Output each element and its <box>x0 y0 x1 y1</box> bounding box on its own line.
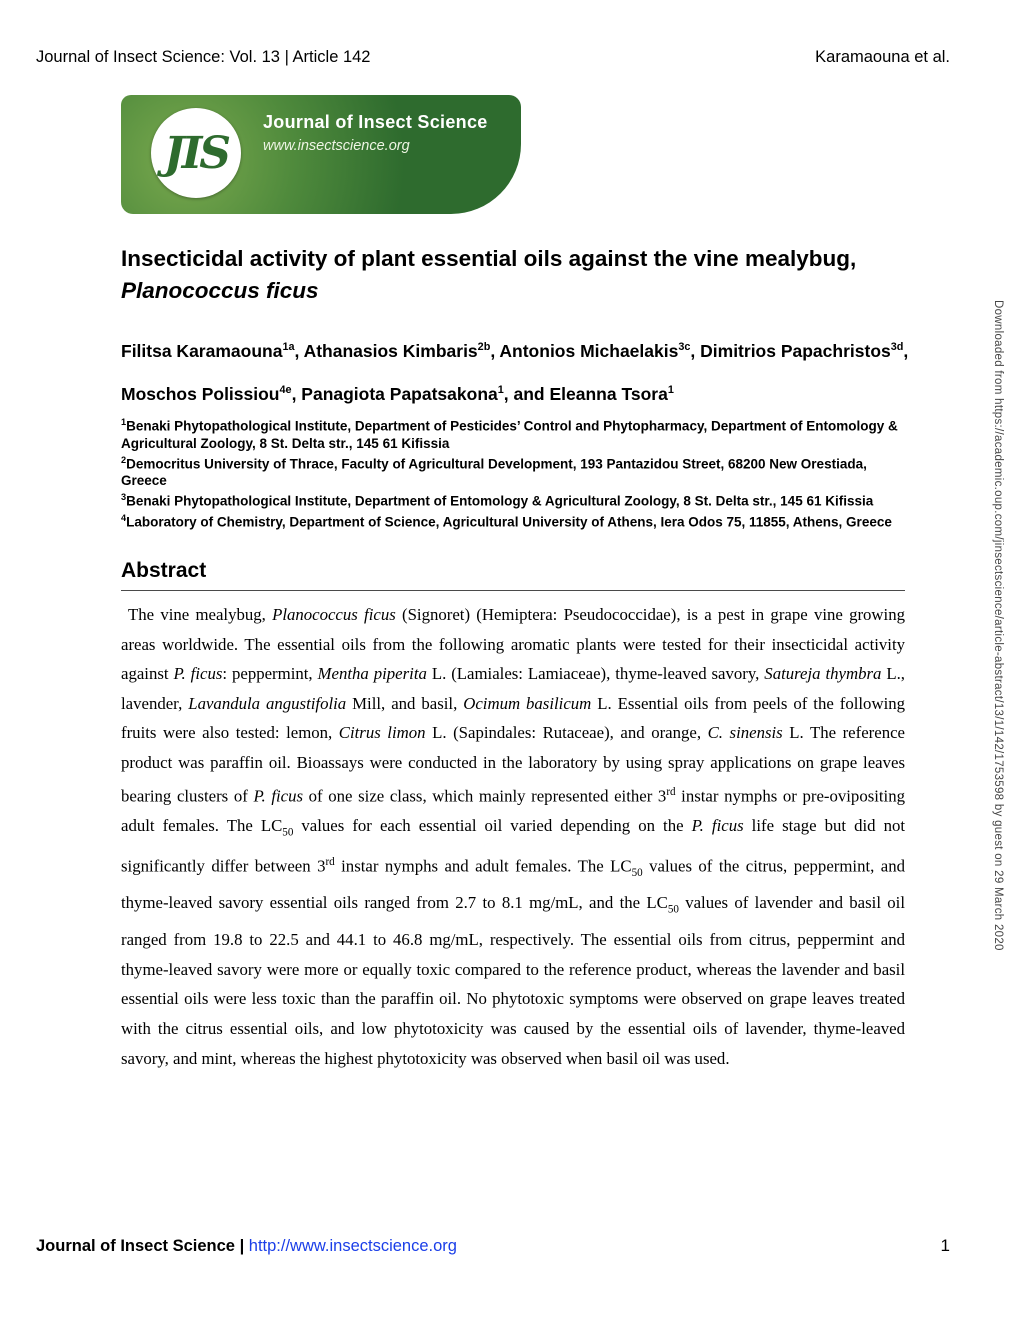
abstract-heading: Abstract <box>121 559 905 591</box>
article-authors: Filitsa Karamaouna$^{1a}$, Athanasios Kimbaris$^{2b}$, Antonios Michaelakis$^{3c}$, Dimitrios Papachristos$^{3d}$, Moschos Polissiou$^{4e}$, Panagiota Papatsakona$^1$, and Eleanna Tsora$^1$ <box>121 340 909 404</box>
affiliation-line-4: $^4$Laboratory of Chemistry, Department of Science, Agricultural University of Athens, Iera Odos 75, 11855, Athens, Greece <box>121 512 892 529</box>
page-number: 1 <box>940 1236 950 1255</box>
download-watermark: Downloaded from https://academic.oup.com/jinsectscience/article-abstract/13/1/142/1753598 by guest on 29 March 2020 <box>992 300 1004 951</box>
abstract-body: The vine mealybug, Planococcus ficus (Signoret) (Hemiptera: Pseudococcidae), is a pest in grape vine growing areas worldwide. The essential oils from the following aromatic plants were tested for their insecticidal activity against P. ficus: peppermint, Mentha piperita L. (Lamiales: Lamiaceae), thyme-leaved savory, Satureja thymbra L., lavender, Lavandula angustifolia Mill, and basil, Ocimum basilicum L. Essential oils from peels of the following fruits were also tested: lemon, Citrus limon L. (Sapindales: Rutaceae), and orange, C. sinensis L. The reference product was paraffin oil. Bioassays were conducted in the laboratory by using spray applications on grape leaves bearing clusters of P. ficus of one size class, which mainly represented either 3rd instar nymphs or pre-ovipositing adult females. The $LC_{50}$ values for each essential oil varied depending on the P. ficus life stage but did not significantly differ between 3rd instar nymphs and adult females. The $LC_{50}$ values of the citrus, peppermint, and thyme-leaved savory essential oils ranged from 2.7 to 8.1 mg/mL, and the $LC_{50}$ values of lavender and basil oil ranged from 19.8 to 22.5 and 44.1 to 46.8 mg/mL, respectively. The essential oils from citrus, peppermint and thyme-leaved savory were more or equally toxic compared to the reference product, whereas the lavender and basil essential oils were less toxic than the paraffin oil. No phytotoxic symptoms were observed on grape leaves treated with the citrus essential oils, and low phytotoxicity was caused by the essential oils of lavender, thyme-leaved savory, and mint, whereas the highest phytotoxicity was observed when basil oil was used. <box>121 605 906 1068</box>
footer-journal-label: Journal of Insect Science | <box>36 1237 249 1255</box>
page-header <box>36 48 950 67</box>
footer-left <box>36 1237 457 1256</box>
header-journal-info: Journal of Insect Science: Vol. 13 | Article 142 <box>36 48 371 66</box>
footer-journal-link[interactable]: http://www.insectscience.org <box>248 1237 457 1255</box>
header-running-authors: Karamaouna et al. <box>815 48 950 66</box>
article-title: Insecticidal activity of plant essential oils against the vine mealybug, Planococcus ficus <box>121 246 857 303</box>
page-footer <box>36 1236 950 1256</box>
logo-text-block <box>263 112 488 154</box>
affiliations <box>121 414 913 530</box>
journal-logo-banner <box>121 95 521 214</box>
affiliation-line-2: $^2$Democritus University of Thrace, Faculty of Agricultural Development, 193 Pantazidou Street, 68200 New Orestiada, Greece <box>121 454 867 488</box>
jis-logo-monogram: JIS <box>163 127 229 179</box>
jis-logo-icon <box>151 108 241 198</box>
affiliation-line-1: $^1$Benaki Phytopathological Institute, Department of Pesticides’ Control and Phytopharmacy, Department of Entomology & Agricultural Zoology, 8 St. Delta str., 145 61 Kifissia <box>121 417 898 451</box>
logo-journal-title: Journal of Insect Science <box>263 112 488 132</box>
logo-journal-url: www.insectscience.org <box>263 138 410 154</box>
affiliation-line-3: $^3$Benaki Phytopathological Institute, Department of Entomology & Agricultural Zoology, 8 St. Delta str., 145 61 Kifissia <box>121 492 874 509</box>
